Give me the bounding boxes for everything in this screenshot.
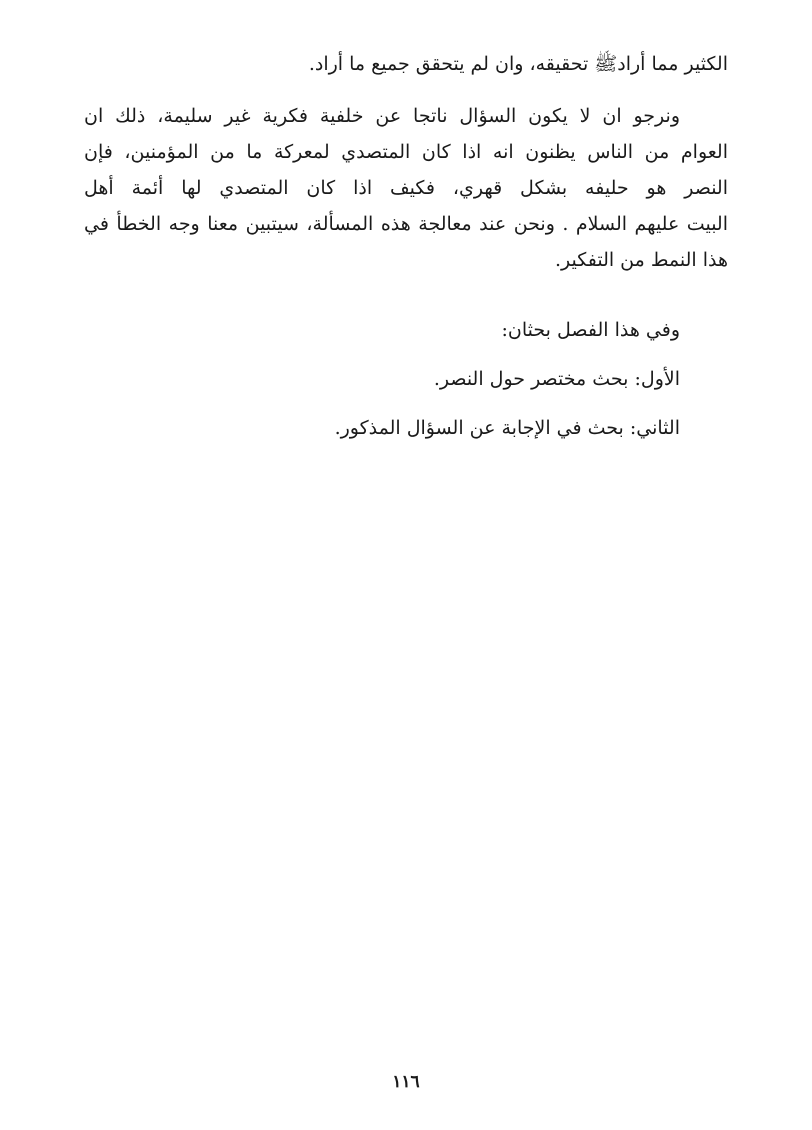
page-number: ١١٦	[392, 1072, 420, 1092]
text-line: النصر هو حليفه بشكل قهري، فكيف اذا كان المتصدي لها أئمة أهل	[84, 177, 728, 199]
text-line: البيت عليهم السلام . ونحن عند معالجة هذه المسألة، سيتبين معنا وجه الخطأ في	[84, 213, 728, 235]
paragraph-continuation	[84, 46, 728, 82]
text-line: هذا النمط من التفكير.	[554, 249, 728, 271]
text-line: ونرجو ان لا يكون السؤال ناتجا عن خلفية فكرية غير سليمة، ذلك ان	[84, 105, 680, 127]
text-line: الكثير مما أرادﷺ تحقيقه، وان لم يتحقق جميع ما أراد.	[308, 53, 728, 75]
text-line: العوام من الناس يظنون انه اذا كان المتصدي لمعركة ما من المؤمنين، فإن	[84, 141, 728, 163]
section-list	[84, 306, 680, 453]
section-intro: وفي هذا الفصل بحثان:	[501, 319, 680, 341]
paragraph-main	[84, 98, 728, 278]
section-item-second: الثاني: بحث في الإجابة عن السؤال المذكور.	[334, 417, 680, 439]
section-item-first: الأول: بحث مختصر حول النصر.	[433, 368, 680, 390]
